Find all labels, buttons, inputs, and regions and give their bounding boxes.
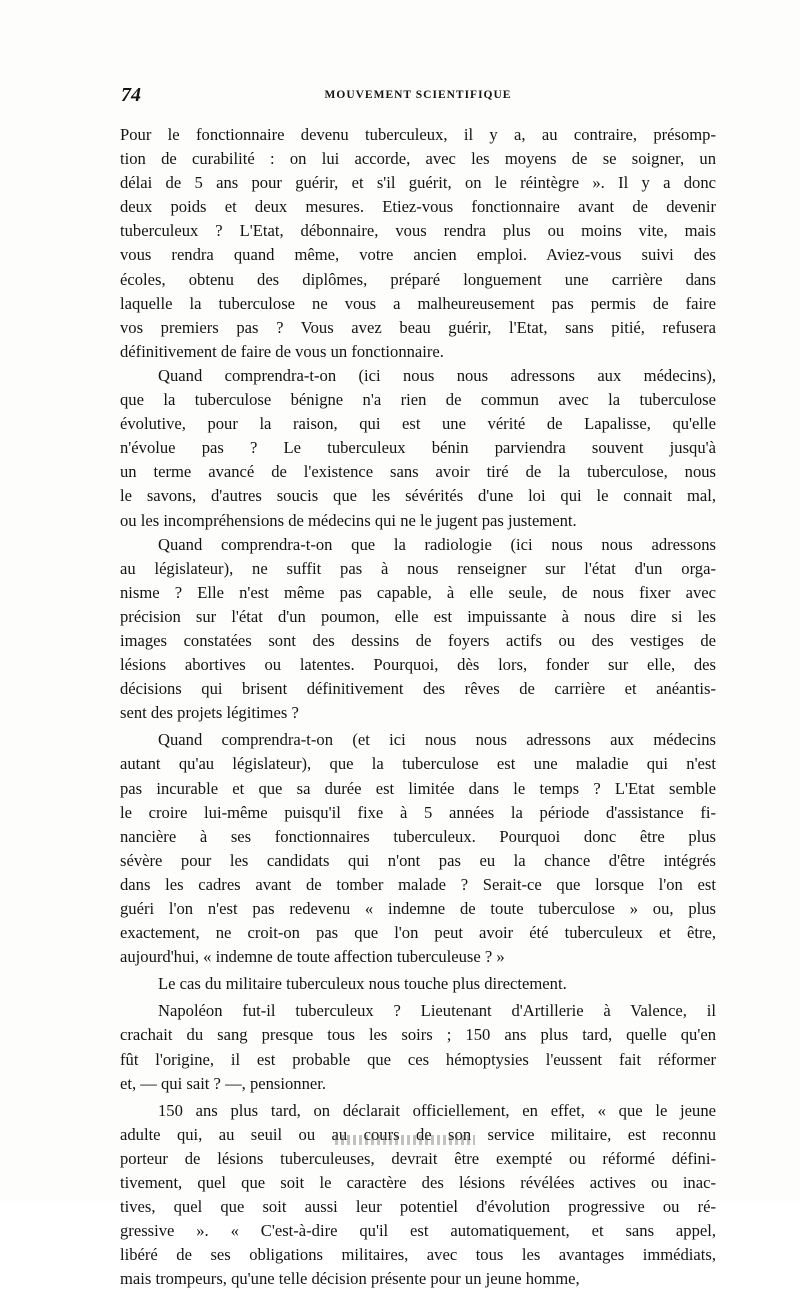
text-line: écoles, obtenu des diplômes, préparé longuement une carrière dans [120,269,716,289]
text-line: sent des projets légitimes ? [120,703,299,723]
text-line: tuberculeux ? L'Etat, débonnaire, vous rendra plus ou moins vite, mais [120,221,716,241]
text-line: définitivement de faire de vous un fonctionnaire. [120,341,444,361]
text-line: Quand comprendra-t-on (et ici nous nous adressons aux médecins [158,730,716,750]
text-line: tivement, quel que soit le caractère des lésions révélées actives ou inac- [120,1173,716,1193]
paragraph [120,364,716,533]
text-line: libéré de ses obligations militaires, avec tous les avantages immédiats, [120,1245,716,1265]
text-line: nancière à ses fonctionnaires tuberculeux. Pourquoi donc être plus [120,826,716,846]
text-line: crachait du sang presque tous les soirs ; 150 ans plus tard, quelle qu'en [120,1025,716,1045]
text-line: et, — qui sait ? —, pensionner. [120,1073,327,1093]
text-line: tion de curabilité : on lui accorde, avec les moyens de se soigner, un [120,149,716,169]
text-line: évolutive, pour la raison, qui est une vérité de Lapalisse, qu'elle [120,414,716,434]
text-line: pas incurable et que sa durée est limitée dans le temps ? L'Etat semble [120,778,716,798]
paragraph [120,123,716,364]
text-line: au législateur), ne suffit pas à nous renseigner sur l'état d'un orga- [120,558,716,578]
text-line: autant qu'au législateur), que la tuberculose est une maladie qui n'est [120,754,716,774]
text-line: dans les cadres avant de tomber malade ? Serait-ce que lorsque l'on est [120,874,716,894]
page-header [121,84,715,108]
paragraph [120,999,716,1095]
text-line: gressive ». « C'est-à-dire qu'il est automatiquement, et sans appel, [120,1221,716,1241]
text-line: guéri l'on n'est pas redevenu « indemne de toute tuberculose » ou, plus [120,899,716,918]
print-smudge [335,1135,475,1145]
text-line: porteur de lésions tuberculeuses, devrait être exempté ou réformé défini- [120,1148,716,1168]
text-line: laquelle la tuberculose ne vous a malheureusement pas permis de faire [120,293,716,313]
page-number: 74 [121,84,141,106]
paragraph [120,533,716,726]
paragraph [120,728,716,969]
text-line: Napoléon fut-il tuberculeux ? Lieutenant d'Artillerie à Valence, il [158,1001,716,1021]
text-line: décisions qui brisent définitivement des rêves de carrière et anéantis- [120,679,716,699]
text-line: Le cas du militaire tuberculeux nous touche plus directement. [158,974,567,994]
text-line: 150 ans plus tard, on déclarait officiellement, en effet, « que le jeune [158,1100,716,1120]
text-line: ou les incompréhensions de médecins qui ne le jugent pas justement. [120,510,577,530]
text-line: nisme ? Elle n'est même pas capable, à elle seule, de nous fixer avec [120,582,716,602]
text-line: précision sur l'état d'un poumon, elle est impuissante à nous dire si les [120,606,716,626]
text-line: aujourd'hui, « indemne de toute affection tuberculeuse ? » [120,947,505,967]
text-line: images constatées sont des dessins de foyers actifs ou des vestiges de [120,630,716,650]
text-line: délai de 5 ans pour guérir, et s'il guérit, on le réintègre ». Il y a donc [120,173,716,193]
text-line: le croire lui-même puisqu'il fixe à 5 années la période d'assistance fi- [120,802,716,822]
text-line: adulte qui, au seuil ou au cours de son service militaire, est reconnu [120,1124,716,1144]
text-line: deux poids et deux mesures. Etiez-vous fonctionnaire avant de devenir [120,197,716,217]
text-line: exactement, ne croit-on pas que l'on peut avoir été tuberculeux et être, [120,923,716,943]
text-line: Quand comprendra-t-on que la radiologie (ici nous nous adressons [158,534,716,554]
text-line: un terme avancé de l'existence sans avoir tiré de la tuberculose, nous [120,462,716,482]
text-line: vos premiers pas ? Vous avez beau guérir, l'Etat, sans pitié, refusera [120,317,716,337]
text-line: vous rendra quand même, votre ancien emploi. Aviez-vous suivi des [120,245,716,265]
text-line: n'évolue pas ? Le tuberculeux bénin parviendra souvent jusqu'à [120,438,716,458]
text-line: le savons, d'autres soucis que les sévérités d'une loi qui le connait mal, [120,486,716,506]
text-line: tives, quel que soit aussi leur potentiel d'évolution progressive ou ré- [120,1197,716,1217]
text-line: Quand comprendra-t-on (ici nous nous adressons aux médecins), [158,365,716,385]
text-line: que la tuberculose bénigne n'a rien de commun avec la tuberculose [120,390,716,410]
running-title: MOUVEMENT SCIENTIFIQUE [324,89,512,101]
text-line: sévère pour les candidats qui n'ont pas eu la chance d'être intégrés [120,850,716,870]
paragraph [120,972,716,996]
text-line: Pour le fonctionnaire devenu tuberculeux, il y a, au contraire, présomp- [120,125,716,144]
body-text [120,123,716,1292]
paragraph [120,1099,716,1292]
text-line: fût l'origine, il est probable que ces hémoptysies l'eussent fait réformer [120,1049,716,1069]
text-line: lésions abortives ou latentes. Pourquoi, dès lors, fonder sur elle, des [120,655,716,675]
text-line: mais trompeurs, qu'une telle décision présente pour un jeune homme, [120,1269,580,1289]
